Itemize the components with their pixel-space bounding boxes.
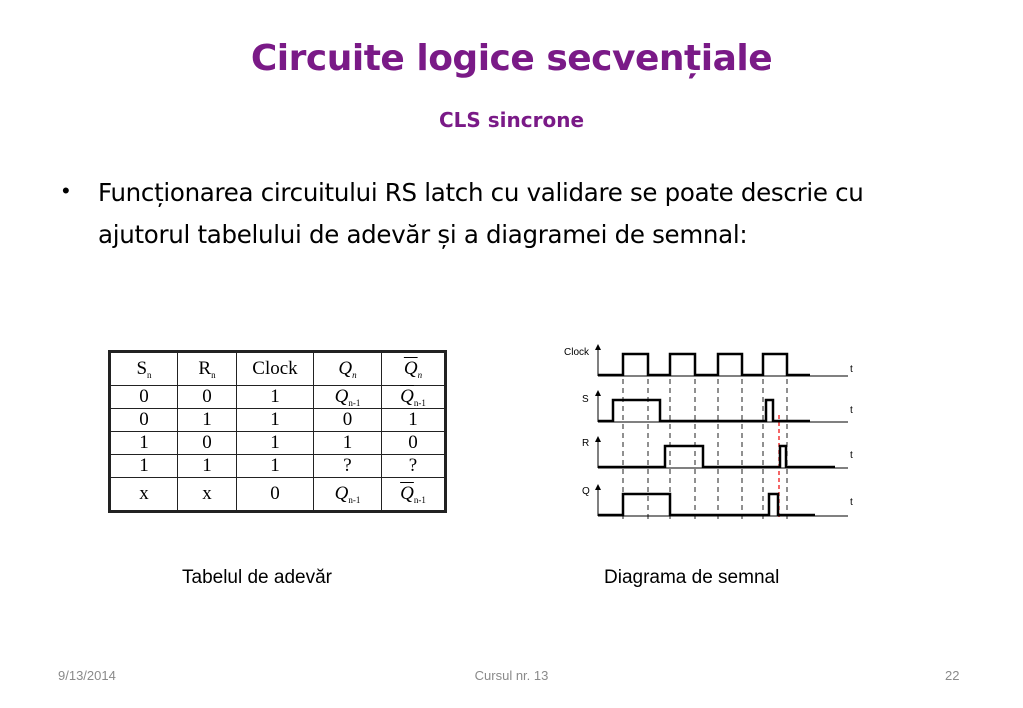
header-cell-qn-bar: $\overline{Q}_n$ [382, 352, 446, 386]
s-waveform [598, 400, 810, 421]
table-cell: 1 [237, 409, 314, 432]
table-cell: $\overline{Q}_{n-1}$ [382, 478, 446, 512]
dashed-guides [623, 370, 787, 522]
table-cell: $Q_{n-1}$ [314, 478, 382, 512]
arrow-up-icon [595, 344, 601, 350]
table-cell: $\overline{Q}_{n-1}$ [382, 386, 446, 409]
table-cell: ? [314, 455, 382, 478]
arrow-up-icon [595, 484, 601, 490]
table-cell: ? [382, 455, 446, 478]
arrow-up-icon [595, 390, 601, 396]
table-cell: x [110, 478, 178, 512]
s-label: S [582, 394, 589, 405]
arrow-up-icon [595, 436, 601, 442]
q-t-label: t [850, 497, 853, 508]
table-cell: 0 [237, 478, 314, 512]
slide-title: Circuite logice secvențiale [250, 38, 773, 79]
r-label: R [582, 438, 590, 449]
table-cell: $Q_{n-1}$ [314, 386, 382, 409]
footer-course: Cursul nr. 13 [474, 668, 549, 683]
table-cell: 0 [178, 386, 237, 409]
table-row [110, 386, 446, 409]
table-row [110, 478, 446, 512]
signal-diagram [560, 340, 865, 530]
table-cell: 1 [237, 455, 314, 478]
clock-t-label: t [850, 364, 853, 375]
q-waveform [598, 494, 815, 515]
table-cell: 1 [237, 386, 314, 409]
table-cell: 1 [178, 455, 237, 478]
table-cell: 1 [382, 409, 446, 432]
table-cell: 1 [237, 432, 314, 455]
table-cell: 0 [110, 409, 178, 432]
slide-subtitle: CLS sincrone [438, 108, 585, 132]
table-cell: 0 [314, 409, 382, 432]
table-cell: 1 [110, 455, 178, 478]
bullet-text: Funcționarea circuitului RS latch cu validare se poate descrie cu ajutorul tabelului de adevăr și a diagramei de semnal: [98, 178, 864, 249]
footer-date: 9/13/2014 [58, 668, 116, 683]
clock-label: Clock [564, 347, 590, 358]
header-cell-rn: $R_n$ [178, 352, 237, 386]
table-row [110, 455, 446, 478]
r-waveform [598, 446, 835, 467]
table-cell: 1 [314, 432, 382, 455]
bullet-dot-icon: • [62, 178, 70, 203]
bullet-item [62, 172, 962, 256]
table-row [110, 409, 446, 432]
diagram-caption: Diagrama de semnal [604, 567, 780, 588]
page-number: 22 [945, 668, 960, 683]
table-cell: 0 [382, 432, 446, 455]
clock-waveform [598, 354, 810, 375]
q-label: Q [582, 486, 590, 497]
r-t-label: t [850, 450, 853, 461]
header-cell-sn: $S_n$ [110, 352, 178, 386]
table-row [110, 432, 446, 455]
table-cell: 0 [178, 432, 237, 455]
header-cell-clock: Clock [237, 352, 314, 386]
table-cell: 1 [110, 432, 178, 455]
s-t-label: t [850, 405, 853, 416]
truth-table [108, 350, 447, 513]
table-cell: 0 [110, 386, 178, 409]
table-caption: Tabelul de adevăr [182, 567, 332, 588]
table-header-row [110, 352, 446, 386]
table-cell: x [178, 478, 237, 512]
header-cell-qn: $Q_n$ [314, 352, 382, 386]
table-cell: 1 [178, 409, 237, 432]
